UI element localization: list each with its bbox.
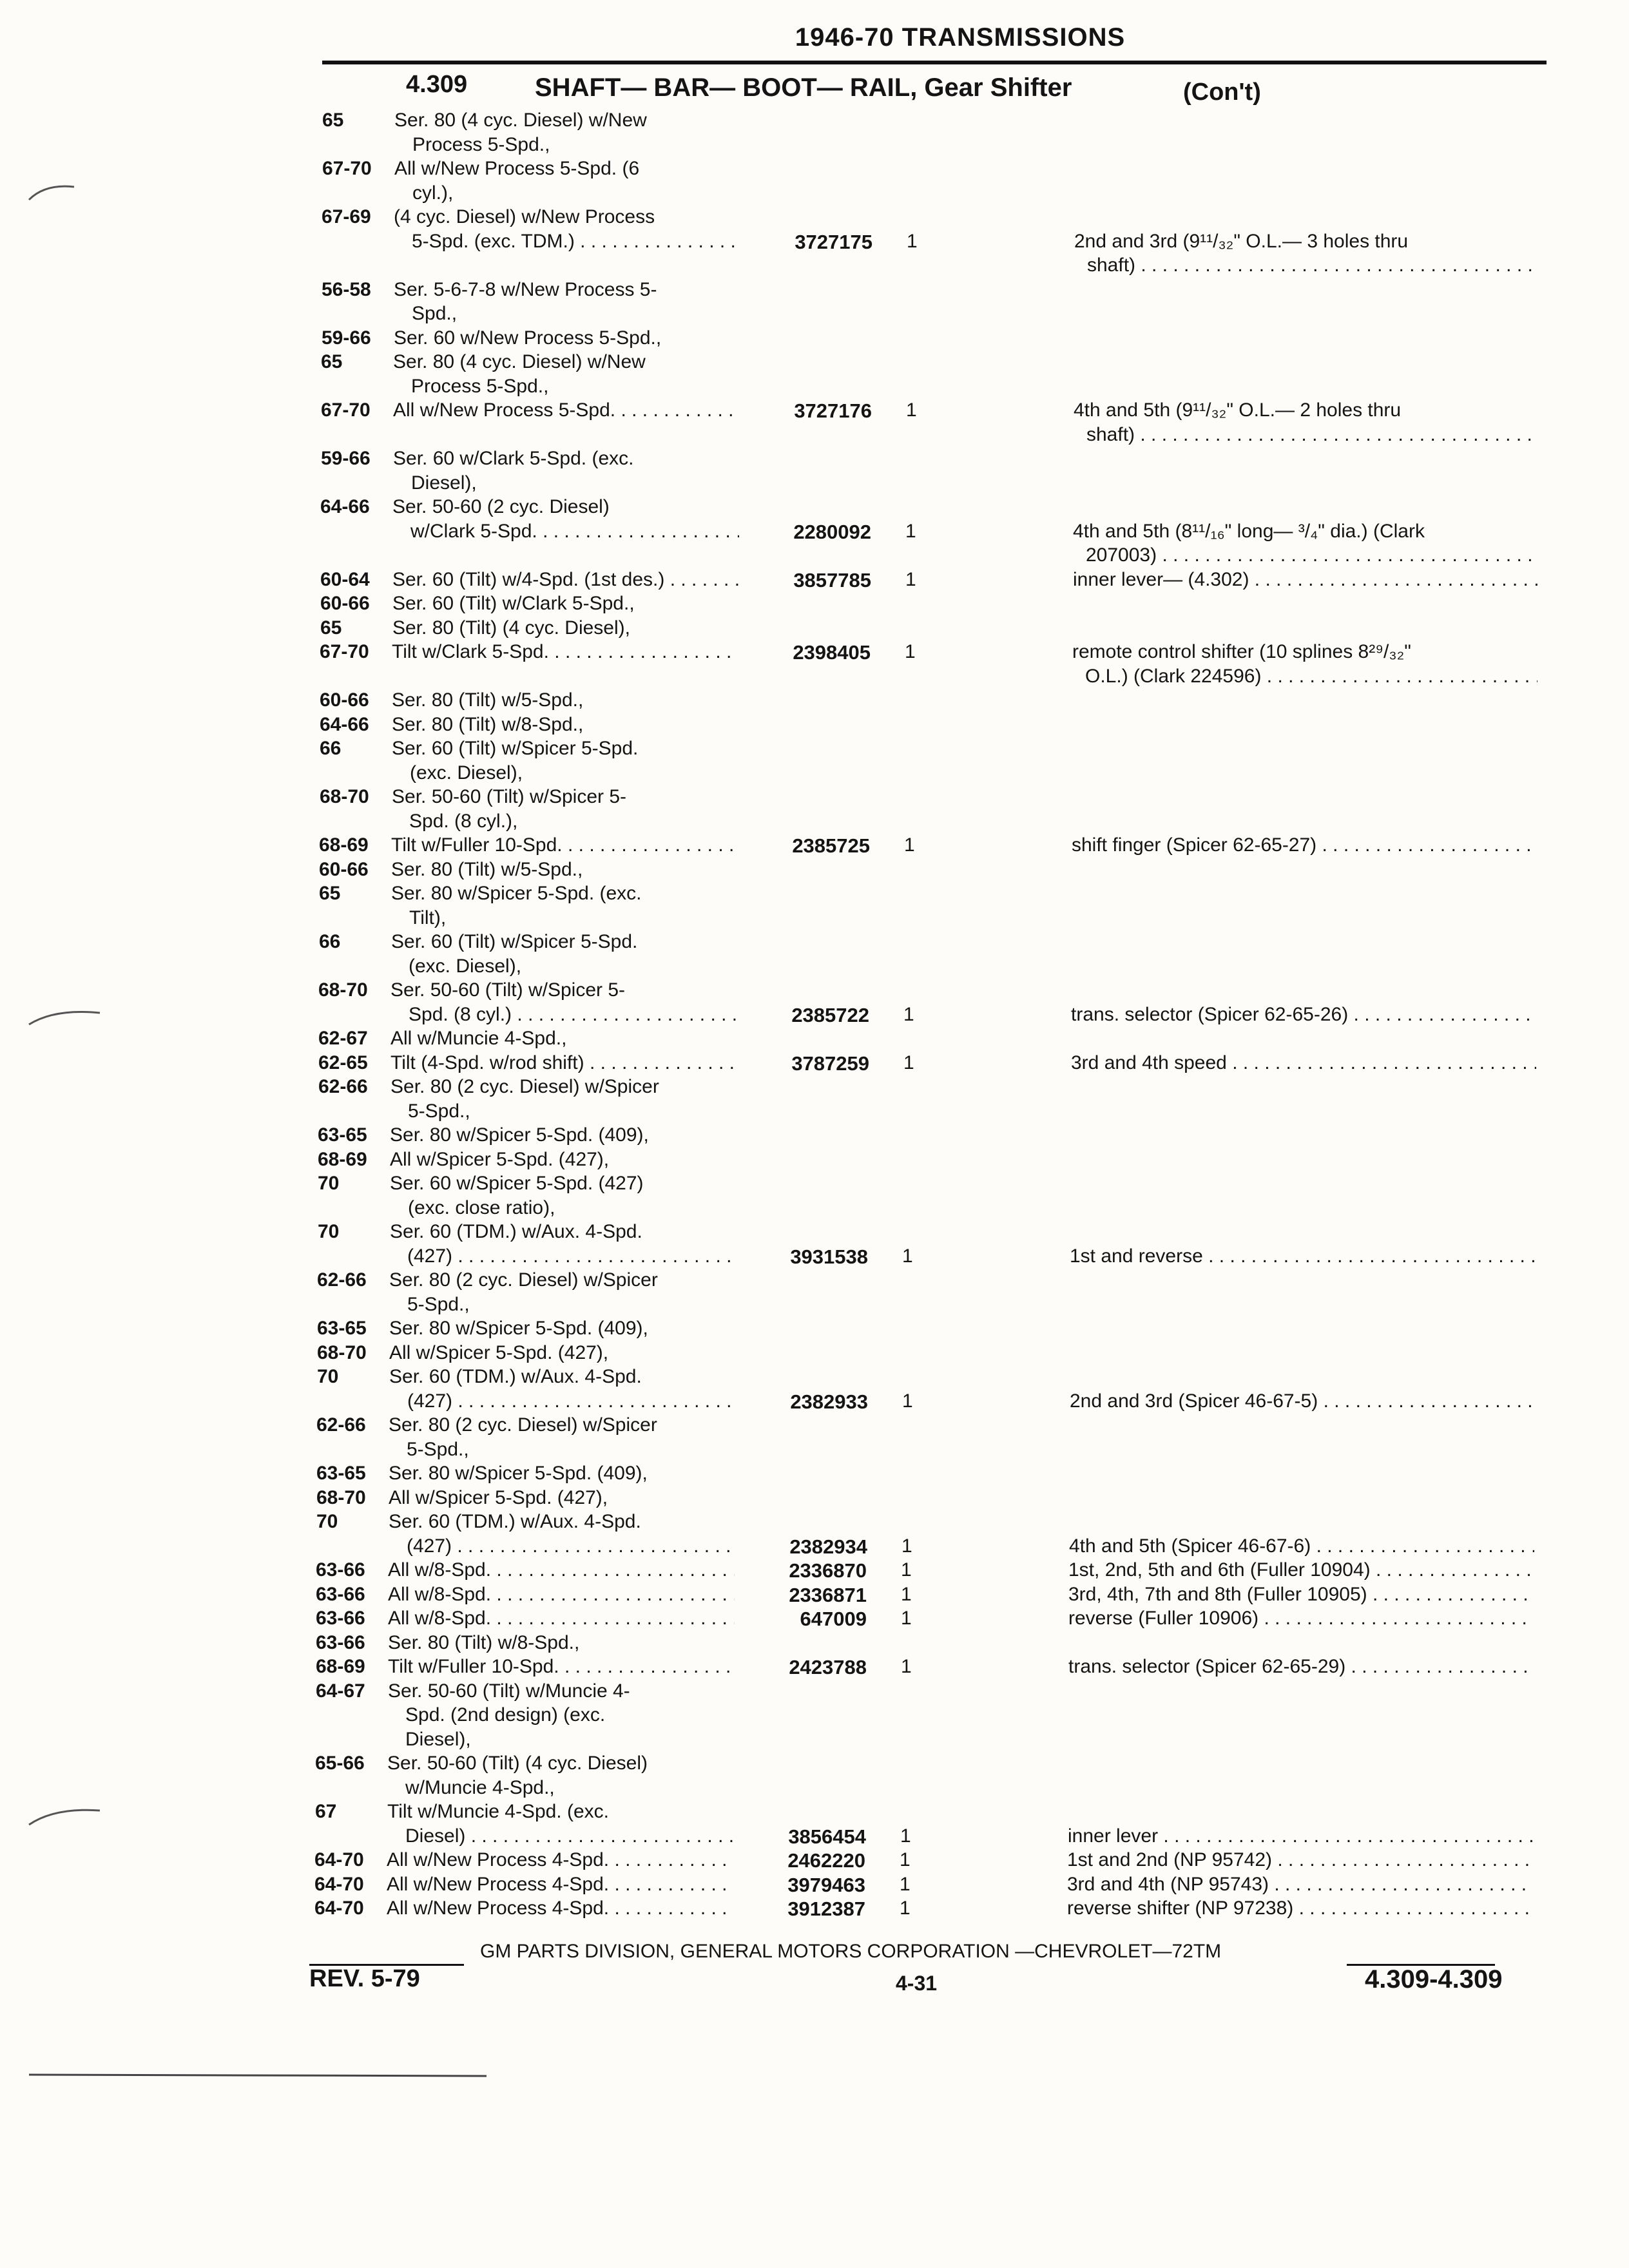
table-row <box>0 448 1629 471</box>
table-row <box>0 134 1629 157</box>
application-description: Tilt w/Clark 5-Spd. . . . <box>392 641 738 663</box>
part-remark: 3rd and 4th speed . . . <box>1071 1052 1536 1074</box>
application-description: Ser. 60 (Tilt) w/Clark 5-Spd., <box>392 593 635 614</box>
application-description: All w/Muncie 4-Spd., <box>390 1028 567 1049</box>
year-range: 62-66 <box>318 1076 368 1097</box>
part-remark: 2nd and 3rd (9¹¹/₃₂" O.L.— 3 holes thru <box>1074 231 1409 252</box>
part-remark: reverse (Fuller 10906) . . . <box>1068 1608 1534 1629</box>
table-row <box>0 1825 1629 1849</box>
table-row <box>0 786 1629 809</box>
table-row <box>0 1052 1629 1075</box>
table-row <box>0 1342 1629 1365</box>
application-description: All w/Spicer 5-Spd. (427), <box>389 1487 608 1508</box>
table-row <box>0 1463 1629 1486</box>
quantity: 1 <box>906 399 917 421</box>
part-number: 2462220 <box>787 1849 865 1872</box>
table-row <box>0 834 1629 858</box>
table-row <box>0 1149 1629 1172</box>
application-description: Ser. 60 (Tilt) w/Spicer 5-Spd. <box>392 738 639 759</box>
application-description: w/Clark 5-Spd. . . . <box>410 521 739 543</box>
table-row <box>0 472 1629 495</box>
year-range: 70 <box>316 1511 338 1532</box>
quantity: 1 <box>901 1584 912 1605</box>
table-row <box>0 1366 1629 1389</box>
application-description: All w/New Process 4-Spd. . . . <box>387 1874 733 1896</box>
quantity: 1 <box>901 1559 912 1581</box>
part-number: 2385722 <box>791 1004 869 1026</box>
table-row <box>0 883 1629 906</box>
table-row <box>0 1390 1629 1414</box>
application-description: Ser. 80 (2 cyc. Diesel) w/Spicer <box>389 1269 658 1291</box>
application-description: All w/8-Spd. . . . <box>388 1559 735 1581</box>
application-description: All w/Spicer 5-Spd. (427), <box>389 1342 609 1363</box>
application-description: (exc. close ratio), <box>408 1197 555 1218</box>
margin-rule-icon <box>26 2062 490 2081</box>
part-number: 2336871 <box>789 1584 867 1606</box>
table-row <box>0 1753 1629 1776</box>
quantity: 1 <box>900 1874 911 1895</box>
application-description: Tilt w/Fuller 10-Spd. . . . <box>391 834 738 856</box>
section-number: 4.309 <box>406 71 468 98</box>
table-row <box>0 521 1629 544</box>
part-number: 3727176 <box>794 399 872 422</box>
application-description: 5-Spd., <box>407 1294 470 1315</box>
quantity: 1 <box>904 834 915 856</box>
table-row <box>0 1511 1629 1534</box>
application-description: Ser. 80 (2 cyc. Diesel) w/Spicer <box>389 1414 657 1436</box>
application-description: 5-Spd., <box>407 1439 469 1460</box>
application-description: (4 cyc. Diesel) w/New Process <box>394 206 655 227</box>
table-row <box>0 376 1629 399</box>
table-row <box>0 1898 1629 1921</box>
table-row <box>0 714 1629 737</box>
application-description: Ser. 60 (TDM.) w/Aux. 4-Spd. <box>389 1511 641 1532</box>
application-description: Spd. (8 cyl.), <box>409 811 518 832</box>
year-range: 60-66 <box>320 689 369 711</box>
year-range: 70 <box>318 1221 340 1242</box>
application-description: Ser. 80 (4 cyc. Diesel) w/New <box>393 351 646 372</box>
table-row <box>0 1632 1629 1655</box>
table-row <box>0 1777 1629 1800</box>
table-row <box>0 1221 1629 1244</box>
year-range: 63-66 <box>316 1608 365 1629</box>
table-row <box>0 1100 1629 1124</box>
table-row <box>0 424 1629 447</box>
application-description: 5-Spd., <box>408 1100 470 1122</box>
quantity: 1 <box>905 521 916 542</box>
table-row <box>0 158 1629 181</box>
table-row <box>0 617 1629 640</box>
part-number: 2382933 <box>790 1390 868 1413</box>
quantity: 1 <box>901 1535 912 1557</box>
application-description: Spd. (8 cyl.) . . . <box>409 1004 737 1026</box>
application-description: Tilt w/Muncie 4-Spd. (exc. <box>387 1801 609 1822</box>
table-row <box>0 1656 1629 1679</box>
application-description: Ser. 50-60 (Tilt) w/Spicer 5- <box>392 786 626 807</box>
application-description: Spd., <box>412 303 458 324</box>
quantity: 1 <box>901 1656 912 1677</box>
application-description: Ser. 60 w/Clark 5-Spd. (exc. <box>393 448 634 469</box>
part-remark: 1st and 2nd (NP 95742) . . . <box>1067 1849 1532 1871</box>
table-row <box>0 1414 1629 1437</box>
part-remark: reverse shifter (NP 97238) . . . <box>1067 1898 1532 1919</box>
year-range: 68-70 <box>318 979 368 1001</box>
quantity: 1 <box>902 1245 913 1267</box>
part-remark: 2nd and 3rd (Spicer 46-67-5) . . . <box>1070 1390 1535 1412</box>
quantity: 1 <box>905 641 916 662</box>
page-number: 4-31 <box>896 1972 938 1995</box>
application-description: Ser. 80 w/Spicer 5-Spd. (409), <box>390 1124 649 1146</box>
application-description: Ser. 50-60 (Tilt) w/Muncie 4- <box>388 1680 630 1702</box>
part-number: 647009 <box>800 1608 867 1630</box>
application-description: Ser. 80 (Tilt) (4 cyc. Diesel), <box>392 617 630 639</box>
table-row <box>0 979 1629 1003</box>
application-description: Tilt w/Fuller 10-Spd. . . . <box>388 1656 735 1678</box>
application-description: Ser. 50-60 (2 cyc. Diesel) <box>392 496 610 517</box>
table-row <box>0 1294 1629 1317</box>
table-row <box>0 399 1629 423</box>
quantity: 1 <box>903 1052 914 1073</box>
table-row <box>0 1004 1629 1027</box>
quantity: 1 <box>900 1898 911 1919</box>
application-description: (exc. Diesel), <box>410 762 523 783</box>
part-remark: trans. selector (Spicer 62-65-26) . . . <box>1071 1004 1536 1026</box>
quantity: 1 <box>905 569 916 590</box>
footer-text: GM PARTS DIVISION, GENERAL MOTORS CORPORATION —CHEVROLET—72TM <box>480 1941 1222 1962</box>
part-remark: O.L.) (Clark 224596) . . . <box>1085 666 1537 687</box>
table-row <box>0 206 1629 229</box>
year-range: 70 <box>317 1366 339 1387</box>
revision-label: REV. 5-79 <box>309 1965 420 1992</box>
table-row <box>0 1608 1629 1631</box>
part-number: 2385725 <box>792 834 870 857</box>
application-description: All w/Spicer 5-Spd. (427), <box>390 1149 610 1170</box>
application-description: Ser. 60 (Tilt) w/Spicer 5-Spd. <box>391 931 638 952</box>
application-description: Spd. (2nd design) (exc. <box>405 1704 606 1725</box>
application-description: Ser. 60 (TDM.) w/Aux. 4-Spd. <box>390 1221 642 1242</box>
table-row <box>0 1173 1629 1196</box>
table-row <box>0 1559 1629 1582</box>
table-row <box>0 593 1629 616</box>
part-number: 2382934 <box>789 1535 867 1558</box>
section-continued: (Con't) <box>1183 79 1261 106</box>
application-description: Ser. 80 (Tilt) w/5-Spd., <box>391 859 583 880</box>
part-number: 3727175 <box>795 231 872 253</box>
year-range: 64-70 <box>314 1874 364 1895</box>
part-remark: 1st, 2nd, 5th and 6th (Fuller 10904) . . . <box>1068 1559 1534 1581</box>
table-row <box>0 1849 1629 1872</box>
table-row <box>0 811 1629 834</box>
year-range: 68-69 <box>318 1149 367 1170</box>
table-row <box>0 956 1629 979</box>
application-description: Diesel), <box>405 1729 471 1750</box>
table-row <box>0 303 1629 326</box>
margin-mark-icon <box>26 1005 103 1031</box>
application-description: All w/New Process 4-Spd. . . . <box>387 1898 733 1919</box>
application-description: Ser. 5-6-7-8 w/New Process 5- <box>394 279 657 300</box>
application-description: Tilt), <box>409 907 447 928</box>
quantity: 1 <box>901 1608 912 1629</box>
year-range: 63-66 <box>316 1632 365 1653</box>
quantity: 1 <box>902 1390 913 1412</box>
application-description: Process 5-Spd., <box>412 134 550 155</box>
part-remark: trans. selector (Spicer 62-65-29) . . . <box>1068 1656 1534 1678</box>
application-description: Ser. 80 (4 cyc. Diesel) w/New <box>394 110 647 131</box>
quantity: 1 <box>907 231 918 252</box>
application-description: All w/New Process 5-Spd. (6 <box>394 158 640 179</box>
application-description: Ser. 60 w/Spicer 5-Spd. (427) <box>390 1173 644 1194</box>
table-row <box>0 496 1629 519</box>
application-description: (exc. Diesel), <box>409 956 522 977</box>
year-range: 65-66 <box>315 1753 365 1774</box>
year-range: 63-66 <box>316 1584 365 1605</box>
application-description: Ser. 80 (Tilt) w/5-Spd., <box>392 689 584 711</box>
part-remark: 3rd and 4th (NP 95743) . . . <box>1067 1874 1532 1896</box>
application-description: All w/8-Spd. . . . <box>388 1608 735 1629</box>
application-description: Ser. 50-60 (Tilt) w/Spicer 5- <box>390 979 625 1001</box>
part-number: 3787259 <box>791 1052 869 1075</box>
year-range: 64-70 <box>314 1849 364 1870</box>
application-description: Diesel) . . . <box>405 1825 734 1847</box>
part-number: 2423788 <box>789 1656 867 1678</box>
application-description: All w/8-Spd. . . . <box>388 1584 735 1606</box>
application-description: Ser. 80 w/Spicer 5-Spd. (409), <box>389 1318 648 1339</box>
table-row <box>0 569 1629 592</box>
table-row <box>0 544 1629 568</box>
table-row <box>0 1439 1629 1462</box>
table-row <box>0 1729 1629 1752</box>
table-row <box>0 1197 1629 1220</box>
part-remark: 4th and 5th (8¹¹/₁₆" long— ³/₄" dia.) (Clark <box>1073 521 1425 542</box>
table-row <box>0 1245 1629 1269</box>
year-range: 62-66 <box>316 1414 366 1436</box>
year-range: 67-70 <box>320 641 369 662</box>
application-description: Ser. 60 (TDM.) w/Aux. 4-Spd. <box>389 1366 642 1387</box>
application-description: 5-Spd. (exc. TDM.) . . . <box>412 231 740 253</box>
year-range: 65 <box>320 617 342 639</box>
part-remark: 4th and 5th (Spicer 46-67-6) . . . <box>1069 1535 1534 1557</box>
table-row <box>0 255 1629 278</box>
part-remark: 207003) . . . <box>1086 544 1538 566</box>
part-number: 2398405 <box>793 641 871 664</box>
table-row <box>0 931 1629 954</box>
table-row <box>0 738 1629 761</box>
table-row <box>0 1487 1629 1510</box>
part-number: 3857785 <box>793 569 871 591</box>
year-range: 59-66 <box>321 448 371 469</box>
part-number: 3931538 <box>790 1245 868 1268</box>
application-description: Ser. 80 (2 cyc. Diesel) w/Spicer <box>390 1076 659 1097</box>
part-remark: 4th and 5th (9¹¹/₃₂" O.L.— 2 holes thru <box>1074 399 1402 421</box>
part-number: 3912387 <box>787 1898 865 1920</box>
year-range: 67-69 <box>322 206 371 227</box>
table-row <box>0 1874 1629 1897</box>
application-description: Tilt (4-Spd. w/rod shift) . . . <box>390 1052 737 1074</box>
year-range: 64-67 <box>316 1680 365 1702</box>
year-range: 63-66 <box>316 1559 365 1581</box>
quantity: 1 <box>903 1004 914 1025</box>
margin-mark-icon <box>26 1804 103 1830</box>
table-row <box>0 279 1629 302</box>
year-range: 59-66 <box>322 327 371 349</box>
year-range: 67-70 <box>321 399 371 421</box>
quantity: 1 <box>900 1825 911 1847</box>
application-description: Ser. 60 (Tilt) w/4-Spd. (1st des.) . . . <box>392 569 739 591</box>
part-remark: inner lever . . . <box>1068 1825 1533 1847</box>
table-row <box>0 231 1629 254</box>
year-range: 60-64 <box>320 569 370 590</box>
year-range: 68-70 <box>317 1342 367 1363</box>
table-row <box>0 1535 1629 1559</box>
table-row <box>0 327 1629 351</box>
application-description: All w/New Process 4-Spd. . . . <box>387 1849 733 1871</box>
application-description: (427) . . . <box>407 1245 736 1267</box>
application-description: Ser. 60 w/New Process 5-Spd., <box>394 327 662 349</box>
application-description: cyl.), <box>412 182 454 204</box>
application-description: (427) . . . <box>407 1535 735 1557</box>
table-row <box>0 1704 1629 1727</box>
application-description: Diesel), <box>411 472 477 494</box>
part-remark: 3rd, 4th, 7th and 8th (Fuller 10905) . . . <box>1068 1584 1534 1606</box>
table-row <box>0 666 1629 689</box>
year-range: 64-70 <box>314 1898 364 1919</box>
year-range: 66 <box>319 931 341 952</box>
table-row <box>0 762 1629 785</box>
table-row <box>0 1680 1629 1704</box>
year-range: 60-66 <box>320 593 370 614</box>
section-reference: 4.309-4.309 <box>1365 1965 1503 1994</box>
application-description: All w/New Process 5-Spd. . . . <box>393 399 740 421</box>
table-row <box>0 1269 1629 1293</box>
application-description: Ser. 80 (Tilt) w/8-Spd., <box>388 1632 580 1653</box>
table-row <box>0 110 1629 133</box>
margin-mark-icon <box>26 180 77 206</box>
table-row <box>0 1318 1629 1341</box>
year-range: 68-70 <box>316 1487 366 1508</box>
part-number: 2336870 <box>789 1559 867 1582</box>
application-description: Ser. 50-60 (Tilt) (4 cyc. Diesel) <box>387 1753 648 1774</box>
year-range: 70 <box>318 1173 340 1194</box>
application-description: Ser. 80 w/Spicer 5-Spd. (409), <box>389 1463 648 1484</box>
table-row <box>0 1028 1629 1051</box>
table-row <box>0 351 1629 374</box>
part-number: 3979463 <box>787 1874 865 1896</box>
part-number: 2280092 <box>793 521 871 543</box>
table-row <box>0 1584 1629 1607</box>
year-range: 62-65 <box>318 1052 368 1073</box>
year-range: 67-70 <box>322 158 372 179</box>
table-row <box>0 182 1629 206</box>
year-range: 60-66 <box>319 859 369 880</box>
part-remark: remote control shifter (10 splines 8²⁹/₃₂" <box>1072 641 1411 662</box>
table-row <box>0 689 1629 713</box>
table-row <box>0 859 1629 882</box>
table-row <box>0 1076 1629 1099</box>
year-range: 68-69 <box>316 1656 365 1677</box>
part-remark: shaft) . . . <box>1087 255 1539 276</box>
year-range: 63-65 <box>316 1463 366 1484</box>
part-number: 3856454 <box>788 1825 866 1848</box>
year-range: 66 <box>320 738 342 759</box>
year-range: 64-66 <box>320 714 369 735</box>
year-range: 63-65 <box>317 1318 367 1339</box>
table-row <box>0 641 1629 664</box>
application-description: Ser. 80 w/Spicer 5-Spd. (exc. <box>391 883 642 904</box>
part-remark: shaft) . . . <box>1086 424 1539 446</box>
part-remark: shift finger (Spicer 62-65-27) . . . <box>1072 834 1537 856</box>
part-remark: 1st and reverse . . . <box>1070 1245 1535 1267</box>
table-row <box>0 1801 1629 1824</box>
application-description: (427) . . . <box>407 1390 736 1412</box>
year-range: 62-66 <box>317 1269 367 1291</box>
table-row <box>0 907 1629 930</box>
application-description: w/Muncie 4-Spd., <box>405 1777 555 1798</box>
page-title: 1946-70 TRANSMISSIONS <box>795 23 1126 52</box>
year-range: 63-65 <box>318 1124 367 1146</box>
year-range: 67 <box>315 1801 337 1822</box>
quantity: 1 <box>900 1849 911 1870</box>
header-rule <box>322 61 1547 64</box>
year-range: 65 <box>319 883 341 904</box>
table-row <box>0 1124 1629 1148</box>
part-remark: inner lever— (4.302) . . . <box>1073 569 1538 591</box>
application-description: Ser. 80 (Tilt) w/8-Spd., <box>392 714 584 735</box>
year-range: 64-66 <box>320 496 370 517</box>
year-range: 62-67 <box>318 1028 368 1049</box>
section-title: SHAFT— BAR— BOOT— RAIL, Gear Shifter <box>535 73 1072 102</box>
year-range: 68-69 <box>319 834 369 856</box>
year-range: 65 <box>321 351 343 372</box>
year-range: 65 <box>322 110 344 131</box>
year-range: 68-70 <box>320 786 369 807</box>
year-range: 56-58 <box>322 279 371 300</box>
application-description: Process 5-Spd., <box>411 376 549 397</box>
